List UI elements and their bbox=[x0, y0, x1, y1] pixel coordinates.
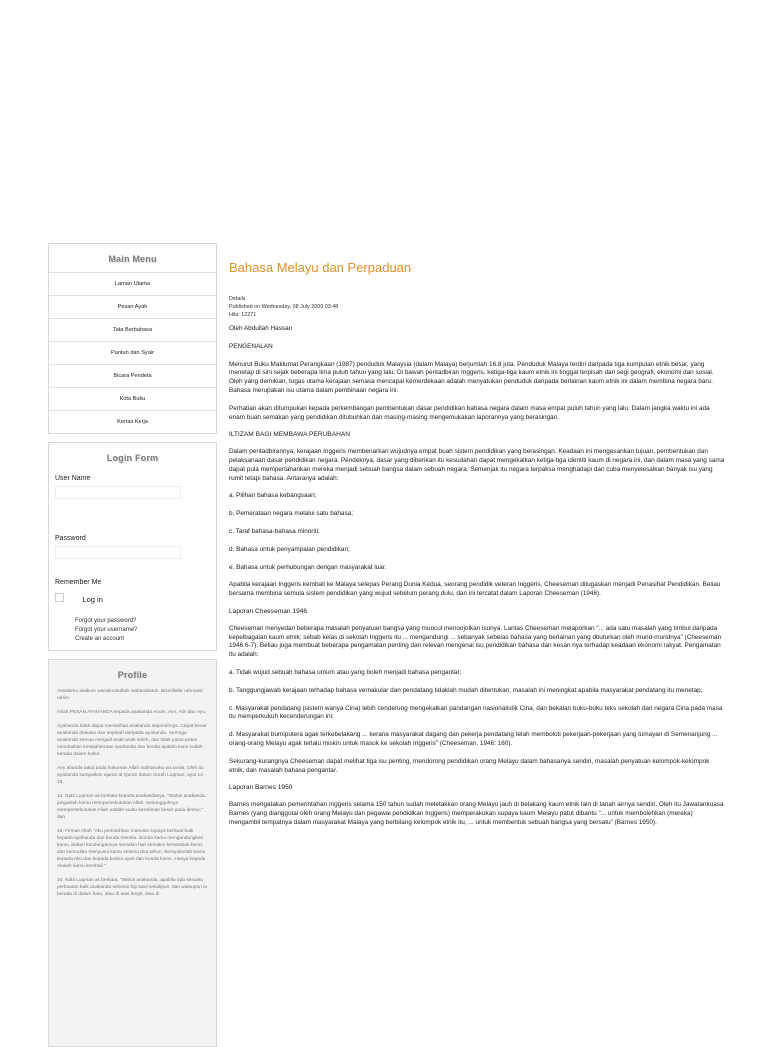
article-paragraph: c. Masyarakat pendatang (sistem wanya Cina) lebih cenderung mengekalkan pandangan nasionalistik Cina, dan bekalan buku-buku teks sekolah dari negara Cina pada masa itu memperkukuh kecenderungan ini; bbox=[229, 704, 723, 721]
login-form-module bbox=[48, 442, 217, 651]
article-paragraph: c. Taraf bahasa-bahasa minoriti; bbox=[229, 527, 320, 535]
forgot-username-link[interactable]: Forgot your username? bbox=[75, 627, 138, 633]
main-menu-list bbox=[49, 272, 216, 433]
create-account-link[interactable]: Create an account bbox=[75, 636, 125, 642]
remember-me-label: Remember Me bbox=[55, 579, 102, 586]
profile-title: Profile bbox=[117, 670, 148, 680]
login-links bbox=[75, 617, 216, 644]
article-meta bbox=[229, 295, 725, 319]
article-title[interactable]: Bahasa Melayu dan Perpaduan bbox=[229, 260, 412, 275]
article-body bbox=[229, 325, 725, 827]
profile-paragraph: Aey ahanda takut pada hukuman Allah subhanahu wa ta'ala. Oleh itu ayahanda sampaikan ajaran al-Quran dalam Surah Luqman, ayat 14 - 19. bbox=[57, 766, 206, 785]
article-paragraph: Oleh Abdullah Hassan bbox=[229, 325, 293, 332]
article-paragraph: Cheeseman menyedari beberapa masalah penyatuan bangsa yang muncul menonjolkan isunya. Lantas Cheeseman melaporkan "... ada satu masalah yang timbul daripada kepelbagaian kaum etnik; sebab kelas di sekolah Inggeris itu ... mengandungi ... sebanyak sebelas bahasa yang berlainan yang dituturkan oleh murid-muridnya" (Cheeseman 1946:6-7). Beliau juga membuat beberapa pengamatan penting dan relevan mengenai isu pendidikan bahasa dan kesan nya terhadap keadaan ekonomi rakyat. Pengamatan itu adalah: bbox=[229, 624, 722, 659]
article-paragraph: b. Tanggungjawab kerajaan terhadap bahasa vernakular dan pendatang tidaklah mudah ditentukan; masalah ini meningkat apabila masyarakat pendatang itu menetap; bbox=[229, 686, 703, 694]
password-label: Password bbox=[55, 535, 86, 542]
article-section-heading: ILTIZAM BAGI MEMBAWA PERUBAHAN bbox=[229, 431, 351, 439]
article-paragraph: e. Bahasa untuk perhubungan dengan masyarakat luar. bbox=[229, 563, 387, 571]
login-button[interactable]: Log in bbox=[82, 595, 103, 604]
menu-item-kota-buku[interactable]: Kota Buku bbox=[49, 387, 216, 410]
profile-paragraph: Inilah PESAN AYAHANDA kepada anakanda Anom, Aini, Alin dan Ayu. bbox=[57, 710, 207, 715]
article-content bbox=[229, 243, 725, 836]
profile-paragraph: Ayahanda tidak dapat menasihati anakanda sepenuhnya. Cepat benar anakanda dewasa dan terpisah daripada ayahanda. Semoga anakanda semua menjadi anak-anak soleh, dan tidak putus-putus mendoakan kesejahteraan ayahanda dan bonda apabila kami sudah berada dalam kubur. bbox=[57, 724, 207, 757]
article-paragraph: a. Pilihan bahasa kebangsaan; bbox=[229, 492, 317, 500]
remember-row bbox=[49, 579, 216, 586]
article-published-date: Published on Wednesday, 08 July 2009 03:48 bbox=[229, 304, 339, 310]
remember-me-checkbox[interactable] bbox=[55, 593, 64, 602]
article-section-heading: Laporan Cheeseman 1946 bbox=[229, 607, 308, 615]
article-paragraph: d. Bahasa untuk penyampaian pendidikan; bbox=[229, 545, 350, 553]
menu-item-bicara-pendeta[interactable]: Bicara Pendeta bbox=[49, 364, 216, 387]
article-paragraph: Apabila kerajaan Inggeris kembali ke Malaya selepas Perang Dunia Kedua, seorang pendidik veteran Inggeris, Cheeseman ditugaskan menjadi Penasihat Pendidikan. Beliau bersama membina semula sistem pendidikan yang wujud sebelum perang dulu, dan ini tercatat dalam Laporan Cheeseman (1946). bbox=[229, 581, 721, 598]
menu-item-kertas-kerja[interactable]: Kertas Kerja bbox=[49, 410, 216, 433]
menu-item-laman-utama[interactable]: Laman Utama bbox=[49, 272, 216, 295]
forgot-password-link[interactable]: Forgot your password? bbox=[75, 618, 137, 624]
profile-paragraph: 16. Nabi Luqman as berkata, "Wahai anakanda, apabila ada sesuatu perbuatan baik anakanda sebesar biji sawi sekalipun, dan walaupun ia berada di dalam batu, atau di atas langit, atau di bbox=[57, 878, 207, 897]
menu-item-tata-berbahasa[interactable]: Tata Berbahasa bbox=[49, 318, 216, 341]
menu-item-pantun-dan-syair[interactable]: Pantun dan Syair bbox=[49, 341, 216, 364]
article-section-heading: Laporan Barnes 1950 bbox=[229, 784, 293, 792]
menu-item-pesan-ayah[interactable]: Pesan Ayah bbox=[49, 295, 216, 318]
login-form-title: Login Form bbox=[106, 453, 159, 463]
password-input[interactable] bbox=[55, 546, 181, 559]
username-input[interactable] bbox=[55, 486, 181, 499]
main-menu-title: Main Menu bbox=[108, 254, 157, 264]
article-paragraph: a. Tidak wujud sebuah bahasa umum atau yang boleh menjadi bahasa pengantar; bbox=[229, 668, 462, 676]
left-sidebar bbox=[48, 243, 217, 1047]
article-details-label: Details bbox=[229, 296, 246, 302]
article-paragraph: Menurut Buku Maklumat Perangkaan (1987) penduduk Malaysia (dalam Malaya) berjumlah 16.8 juta. Penduduk Malaya terdiri daripada tiga kumpulan etnik besar, yang menetap di sini sejak beberapa lima puluh tahun yang lalu. Di bawah pentadbiran Inggeris, ketiga-tiga kaum etnik ini tinggal terpisah dari segi geografi, ekonomi dan sosial. Oleh yang demikian, tugas utama kerajaan semasa mencapai kemerdekaan adalah menyatukan penduduk daripada berlainan kaum etnik ini dalam membina negara baru. Bahasa merupakan isu utama dalam pembinaan negara ini. bbox=[229, 360, 714, 394]
article-paragraph: b. Pemerataan negara melalui satu bahasa; bbox=[229, 510, 353, 518]
article-paragraph: Sekurang-kurangnya Cheeseman dapat melihat tiga isu penting, mendorong pendidikan orang Melayu dalam bahasanya sendiri, masalah penyatuan kelompok-kelompok etnik, dan masalah bahasa pengantar. bbox=[229, 757, 710, 774]
article-paragraph: Perhatian akan ditumpukan kepada perkembangan pembentukan dasar pendidikan bahasa negara dalam masa empat puluh tahun yang lalu. Dalam jangka waktu ini ada enam buah semakan yang pendidikan ditubuhkan dan masing-masing mengemukakan laporannya yang berasingan. bbox=[229, 404, 710, 421]
main-menu-module bbox=[48, 243, 217, 434]
article-paragraph: Dalam pentadbirannya, kerajaan Inggeris membenarkan wujudnya empat buah sistem pendidikan yang berasingan. Keadaan ini mengesankan tujuan, pembentukan dan pelaksanaan dasar pendidikan negara. Pendeknya, dasar yang diberikan itu kesudahan dapat mengekalkan ketiga-tiga identiti kaum di negara ini, dan dalam masa yang sama dapat pula mempertahankan mereka menjadi sebuah bangsa dalam sebuah negara. Semenjak itu negara terpaksa menghadapi dan cuba menyelesaikan banyak isu yang rumit tetapi bahasa. Antaranya adalah: bbox=[229, 448, 725, 482]
profile-paragraph: 15. Firman Allah "Aku perintahkan manusia supaya berbuat baik kepada ayahanda dan bonda mereka. Bonda kamu mengandungkan kamu, beban kandungannya semakin hari semakin bertambah berat, dan kemudian menyusui kamu selama dua tahun. Bersyukurlah kamu kepada Aku dan kepada kedua ayah dan bonda kamu. Hanya kepada Akulah kamu kembali." bbox=[57, 829, 206, 869]
article-hits: Hits: 12271 bbox=[229, 312, 257, 318]
profile-module bbox=[48, 659, 217, 1047]
article-paragraph: Barnes mengatakan pemerintahan Inggeris selama 150 tahun sudah meletakkan orang Melayu jauh di belakang kaum etnik lain di tanah airnya sendiri. Oleh itu Jawatankuasa Barnes (yang dianggotai oleh orang Melayu dan pegawai pendidikan Inggeris) memperakukan supaya kaum Melayu patut dibantu "... untuk membolehkan (mereka) mengambil tempatnya dalam masyarakat Malaya yang berbilang kelompok etnik itu, ... untuk membentuk sebuah bangsa yang bersatu" (Barnes 1950). bbox=[229, 801, 724, 826]
username-label: User Name bbox=[55, 475, 91, 482]
profile-paragraph: 14. Nabi Luqman as berkata kepada anakandanya, "Wahai anakanda, janganlah kamu mempersekutukan Allah. Sesungguhnya mempersekutukan Allah adalah suatu kezaliman besar pada dirimu," dan bbox=[57, 794, 207, 820]
article-paragraph: d. Masyarakat bumiputera agak terkebelakang ... kerana masyarakat dagang dan pekerja pendatang telah memboloti pekerjaan-pekerjaan yang lumayan di Semenanjung ... orang-orang Melayu agak terlalu miskin untuk masuk ke sekolah Inggeris" (Cheeseman, 1946: 160). bbox=[229, 731, 718, 747]
article-paragraph: PENGENALAN bbox=[229, 342, 273, 350]
profile-paragraph: Assalamu alaikum warahmatullahi wabarakatuh. Bismillahir rahmanir rahim. bbox=[57, 689, 204, 701]
